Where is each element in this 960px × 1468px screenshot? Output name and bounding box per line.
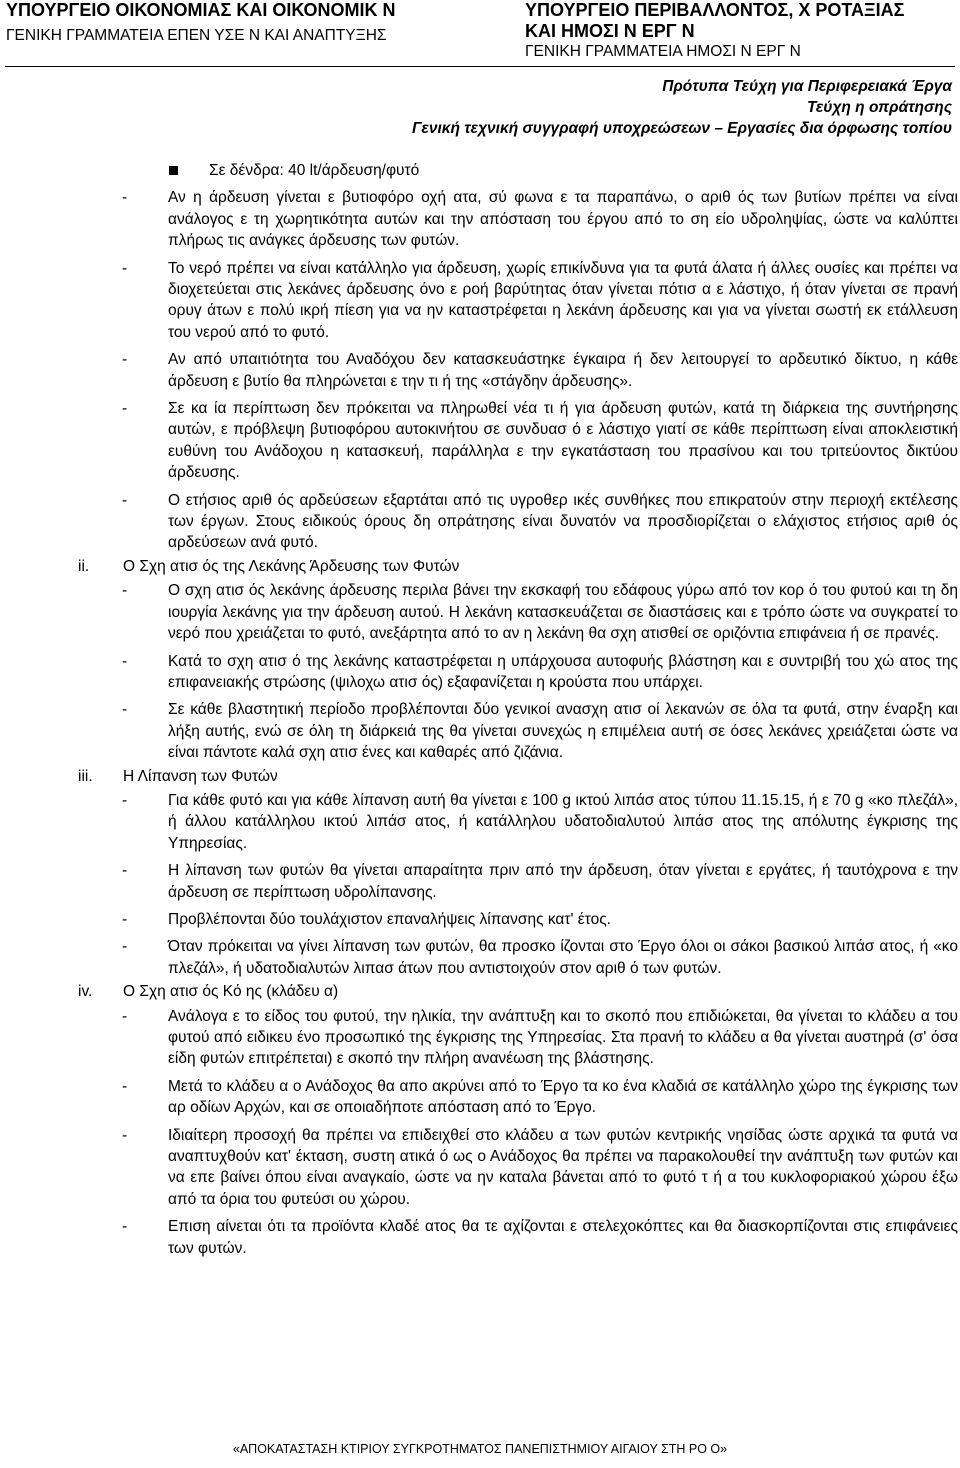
section-title: Ο Σχη ατισ ός της Λεκάνης Άρδευσης των Φυτών	[123, 557, 460, 575]
paragraph: - Για κάθε φυτό και για κάθε λίπανση αυτή θα γίνεται ε 100 g ικτού λιπάσ ατος τύπου 11.15.15, ή ε 70 g «κο πλεζάλ», ή άλλου κατάλληλου ικτού λιπάσ ατος, ή κατάλληλου υδατοδιαλυτού λιπάσ ατος της απόλυτης έγκρισης της Υπηρεσίας.	[122, 791, 958, 852]
paragraph: - Ο σχη ατισ ός λεκάνης άρδευσης περιλα βάνει την εκσκαφή του εδάφους γύρω από τον κορ ό του φυτού και τη δη ιουργία λεκάνης για την άρδευση αυτού. Η λεκάνη κατασκευάζεται σε διαστάσεις και ε τρόπο ώστε να συγκρατεί το νερό που χρειάζεται το φυτό, ανεξάρτητα από το αν η λεκάνη θα σχη ατισθεί σε οριζόντια επιφάνεια ή σε πρανές.	[122, 582, 958, 643]
bullet-item	[209, 160, 960, 181]
paragraph: - Μετά το κλάδευ α ο Ανάδοχος θα απο ακρύνει από το Έργο τα κο ένα κλαδιά σε κατάλληλο χώρο της έγκρισης των αρ οδίων Αρχών, και σε οποιαδήποτε απόσταση από το Έργο.	[122, 1077, 958, 1117]
secretariat-investments: ΓΕΝΙΚΗ ΓΡΑΜΜΑΤΕΙΑ ΕΠΕΝ ΥΣΕ Ν ΚΑΙ ΑΝΑΠΤΥΞΗΣ	[6, 27, 387, 44]
section-title: Ο Σχη ατισ ός Κό ης (κλάδευ α)	[123, 983, 339, 1001]
header-left	[6, 0, 396, 46]
paragraph: - Ο ετήσιος αριθ ός αρδεύσεων εξαρτάται από τις υγροθερ ικές συνθήκες που επικρατούν στην περιοχή εκτέλεσης των έργων. Στους ειδικούς όρους δη οπράτησης είναι δυνατόν να προσδιορίζεται ο ελάχιστος ετήσιος αριθ ός αρδεύσεων ανά φυτό.	[122, 491, 958, 552]
paragraph: - Σε κάθε βλαστητική περίοδο προβλέπονται δύο γενικοί ανασχη ατισ οί λεκανών σε όλα τα φυτά, στην έναρξη και λήξη αυτής, ενώ σε όλη τη διάρκειά της θα γίνεται συνεχώς η επιμέλεια αυτή σε όσες λεκάνες χρειάζεται ώστε να είναι πάντοτε καλά σχη ατισ ένες και καθαρές από ζιζάνια.	[122, 701, 958, 762]
subheader-line1: Πρότυπα Τεύχη για Περιφερειακά Έργα	[662, 78, 952, 95]
section-heading-iv	[78, 981, 960, 1002]
page-footer: «ΑΠΟΚΑΤΑΣΤΑΣΗ ΚΤΙΡΙΟΥ ΣΥΓΚΡΟΤΗΜΑΤΟΣ ΠΑΝΕΠΙΣΤΗΜΙΟΥ ΑΙΓΑΙΟΥ ΣΤΗ ΡΟ Ο»	[232, 1442, 728, 1456]
square-bullet-icon	[169, 166, 178, 175]
page-header	[0, 0, 960, 80]
paragraph: - Η λίπανση των φυτών θα γίνεται απαραίτητα πριν από την άρδευση, όταν γίνεται ε εργάτες, ή ταυτόχρονα ε την άρδευση σε περίπτωση υδρολίπανσης.	[122, 862, 958, 901]
paragraph: - Επιση αίνεται ότι τα προϊόντα κλαδέ ατος θα τε αχίζονται ε στελεχοκόπτες και θα διασκορπίζονται στις επιφάνειες των φυτών.	[122, 1218, 958, 1257]
paragraph: - Αν από υπαιτιότητα του Αναδόχου δεν κατασκευάστηκε έγκαιρα ή δεν λειτουργεί το αρδευτικό δίκτυο, η κάθε άρδευση ε βυτίο θα πληρώνεται ε την τι ή της «στάγδην άρδευσης».	[122, 351, 958, 390]
paragraph: - Ανάλογα ε το είδος του φυτού, την ηλικία, την ανάπτυξη και το σκοπό που επιδιώκεται, θα γίνεται το κλάδευ α του φυτού από ειδικευ ένο προσωπικό της έγκρισης της Υπηρεσίας. Στα πρανή το κλάδευ α θα γίνεται αυστηρά (σ' όσα είδη φυτών επιτρέπεται) ε σκοπό την πλήρη ανανέωση της βλάστησης.	[122, 1007, 958, 1068]
ministry-economy: ΥΠΟΥΡΓΕΙΟ ΟΙΚΟΝΟΜΙΑΣ ΚΑΙ ΟΙΚΟΝΟΜΙΚ Ν	[6, 0, 396, 20]
bullet-text: Σε δένδρα: 40 lt/άρδευση/φυτό	[209, 162, 420, 179]
paragraph: - Όταν πρόκειται να γίνει λίπανση των φυτών, θα προσκο ίζονται στο Έργο όλοι οι σάκοι βασικού λιπάσ ατος, ή «κο πλεζάλ», ή υδατοδιαλυτών λιπασ άτων που αντιστοιχούν στον αριθ ό των φυτών.	[122, 938, 958, 977]
subheader-line2: Τεύχη η οπράτησης	[806, 99, 952, 116]
section-heading-ii	[78, 556, 960, 577]
subheader-line3: Γενική τεχνική συγγραφή υποχρεώσεων – Εργασίες δια όρφωσης τοπίου	[411, 120, 952, 137]
section-heading-iii	[78, 766, 960, 787]
document-body	[0, 160, 960, 1259]
section-number: ii.	[78, 557, 90, 575]
paragraph: - Το νερό πρέπει να είναι κατάλληλο για άρδευση, χωρίς επικίνδυνα για τα φυτά άλατα ή άλλες ουσίες και πρέπει να διοχετεύεται στις λεκάνες άρδευσης όνο ε ροή βαρύτητας όταν γίνεται πότισ α ε λάστιχο, ή όταν γίνεται σε πρανή ορυγ άτων ε πολύ ικρή πίεση για να ην καταστρέφεται η λεκάνη άρδευσης και για να γίνεται σωστή εκ ετάλλευση του νερού από το φυτό.	[122, 259, 958, 341]
section-number: iii.	[78, 767, 93, 785]
paragraph: - Κατά το σχη ατισ ό της λεκάνης καταστρέφεται η υπάρχουσα αυτοφυής βλάστηση και ε συντριβή του χώ ατος της επιφανειακής στρώσης (ψιλοχω ατισ ός) εξαφανίζεται η κρούστα που υπάρχει.	[122, 652, 958, 691]
ministry-environment: ΥΠΟΥΡΓΕΙΟ ΠΕΡΙΒΑΛΛΟΝΤΟΣ, Χ ΡΟΤΑΞΙΑΣ	[525, 0, 905, 20]
section-title: Η Λίπανση των Φυτών	[123, 767, 278, 785]
ministry-public-works: ΚΑΙ ΗΜΟΣΙ Ν ΕΡΓ Ν	[525, 21, 695, 41]
paragraph: - Προβλέπονται δύο τουλάχιστον επαναλήψεις λίπανσης κατ' έτος.	[122, 910, 611, 928]
header-divider	[5, 66, 955, 67]
paragraph: - Αν η άρδευση γίνεται ε βυτιοφόρο οχή ατα, σύ φωνα ε τα παραπάνω, ο αριθ ός των βυτίων πρέπει να είναι ανάλογος ε τη χωρητικότητα αυτών και την απόσταση του έργου από το ση είο υδροληψίας, ώστε να καλύπτει πλήρως τις ανάγκες άρδευσης των φυτών.	[122, 189, 958, 250]
paragraph: - Σε κα ία περίπτωση δεν πρόκειται να πληρωθεί νέα τι ή για άρδευση φυτών, κατά τη διάρκεια της συντήρησης αυτών, ε πρόβλεψη βυτιοφόρου αυτοκινήτου σε συνδυασ ό ε λάστιχο γιατί σε κάθε περίπτωση είναι αποκλειστική ευθύνη του Ανάδοχου η κατασκευή, παράλληλα ε την εγκατάσταση του πρασίνου και του τριτεύοντος δικτύου άρδευσης.	[122, 400, 958, 482]
section-number: iv.	[78, 983, 93, 1001]
header-right	[525, 0, 904, 62]
paragraph: - Ιδιαίτερη προσοχή θα πρέπει να επιδειχθεί στο κλάδευ α των φυτών κεντρικής νησίδας ώστε αρχικά τα φυτά να αναπτυχθούν κατ' έκταση, συστη ατικά ό ως ο Ανάδοχος θα πρέπει να παρακολουθεί την ανάπτυξη των φυτών και να επε βαίνει όπου είναι αναγκαίο, ώστε να ην καταλα βάνεται από το φυτό τ ή α του κυκλοφοριακού χώρου έξω από τα όρια του φυτεύσι ου χώρου.	[122, 1126, 958, 1208]
secretariat-public-works: ΓΕΝΙΚΗ ΓΡΑΜΜΑΤΕΙΑ ΗΜΟΣΙ Ν ΕΡΓ Ν	[525, 43, 801, 60]
